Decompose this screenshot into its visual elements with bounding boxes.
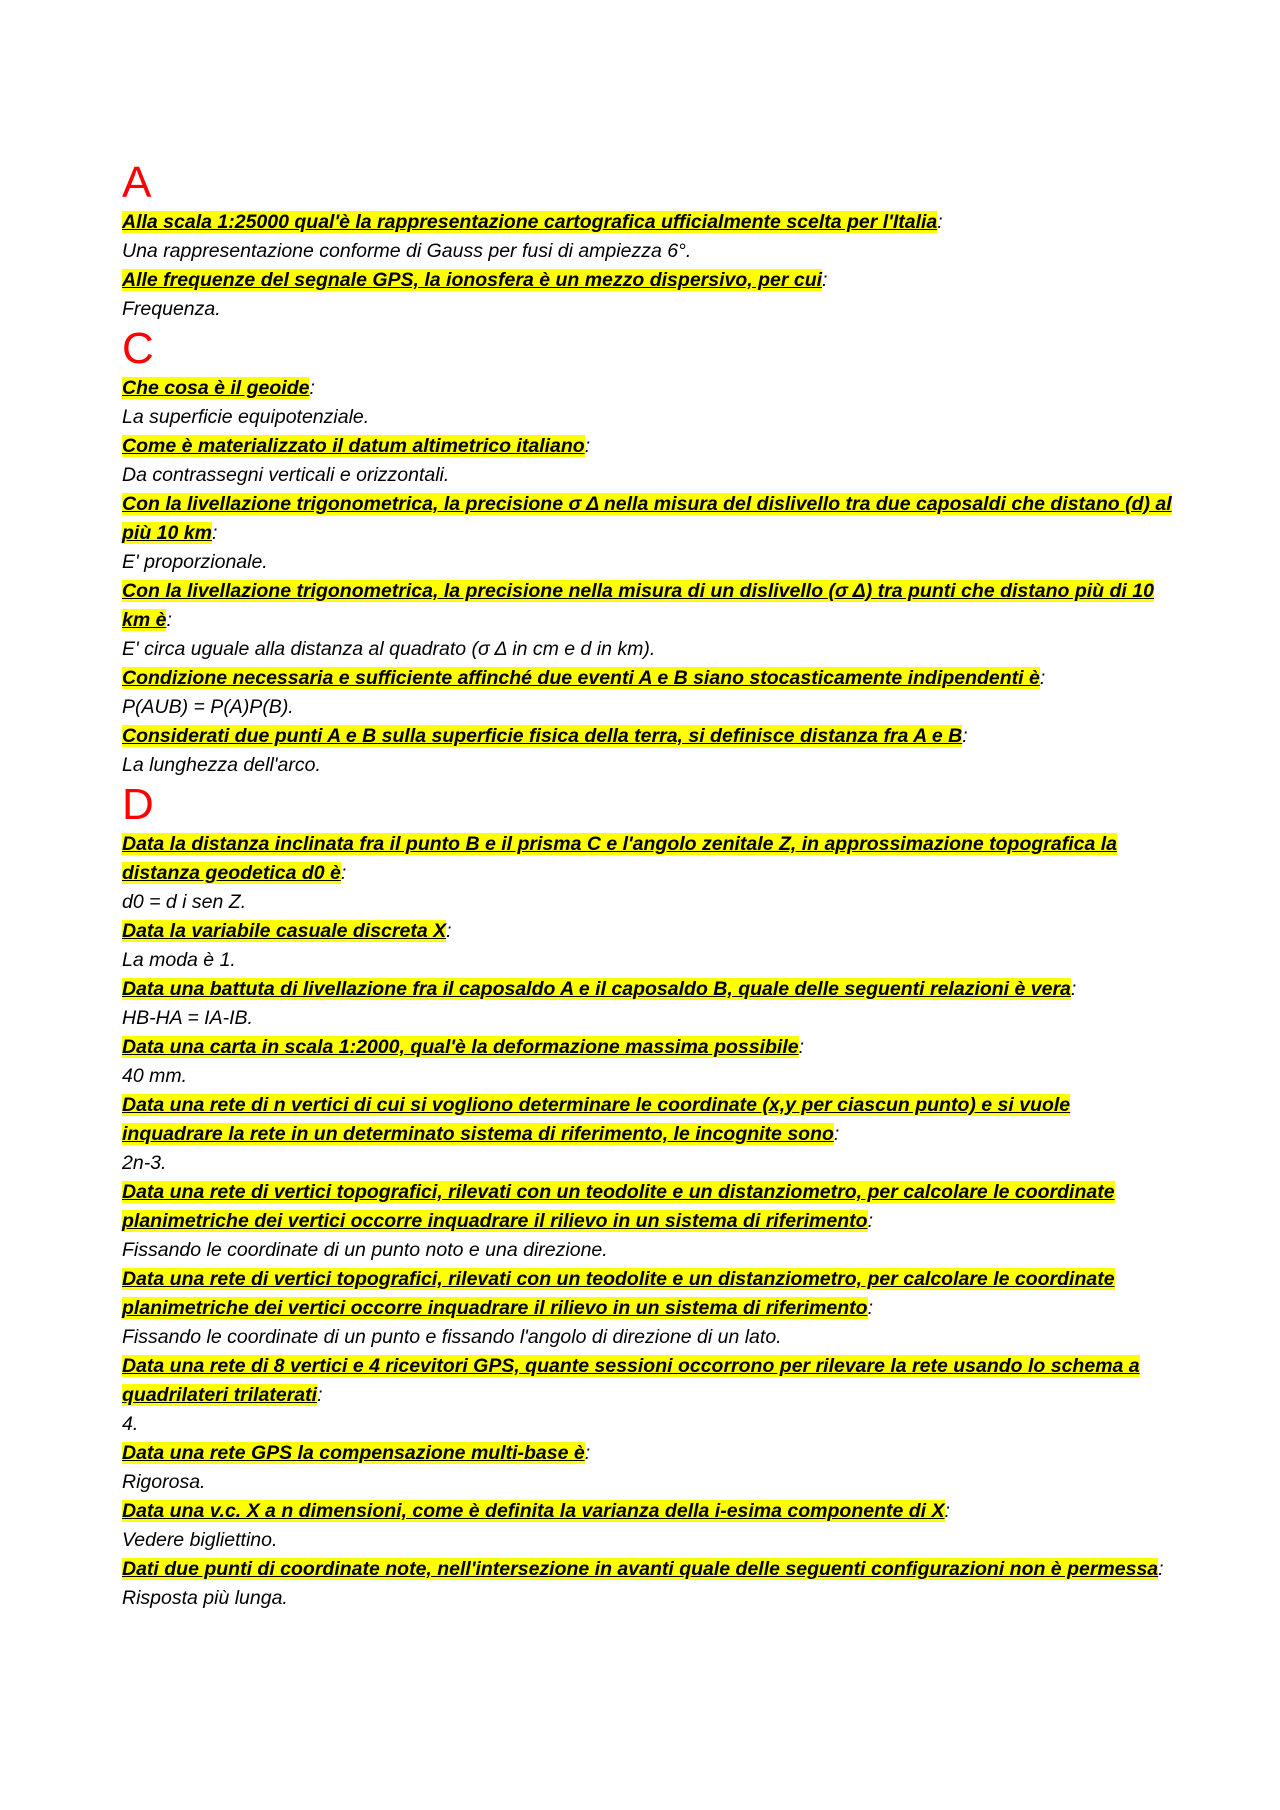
answer-text: Rigorosa. xyxy=(122,1471,206,1493)
qa-item xyxy=(122,208,1172,266)
qa-item xyxy=(122,1352,1172,1439)
answer-text: Risposta più lunga. xyxy=(122,1587,288,1609)
question: Data una rete di vertici topografici, rilevati con un teodolite e un distanziometro, per calcolare le coordinate planimetriche dei vertici occorre inquadrare il rilievo in un sistema di riferimento: xyxy=(122,1268,1115,1319)
question: Con la livellazione trigonometrica, la precisione nella misura di un dislivello (σ Δ) tra punti che distano più di 10 km è: xyxy=(122,580,1154,631)
question: Come è materializzato il datum altimetrico italiano: xyxy=(122,435,591,457)
qa-item xyxy=(122,1091,1172,1178)
question: Alla scala 1:25000 qual'è la rappresentazione cartografica ufficialmente scelta per l'Italia: xyxy=(122,211,943,233)
answer-text: P(AUB) = P(A)P(B). xyxy=(122,696,294,718)
section-letter-a: A xyxy=(122,158,152,207)
question-text: Data una battuta di livellazione fra il caposaldo A e il caposaldo B, quale delle seguenti relazioni è vera xyxy=(122,978,1071,1000)
qa-item xyxy=(122,432,1172,490)
answer-text: E' proporzionale. xyxy=(122,551,268,573)
qa-item xyxy=(122,490,1172,577)
question-text: Data la distanza inclinata fra il punto B e il prisma C e l'angolo zenitale Z, in approssimazione topografica la distanza geodetica d0 è xyxy=(122,833,1118,884)
question-text: Alla scala 1:25000 qual'è la rappresentazione cartografica ufficialmente scelta per l'Italia xyxy=(122,211,938,233)
answer-text: La moda è 1. xyxy=(122,949,236,971)
question-text: Che cosa è il geoide xyxy=(122,377,310,399)
answer-text: Fissando le coordinate di un punto noto e una direzione. xyxy=(122,1239,608,1261)
question-text: Data una rete di n vertici di cui si vogliono determinare le coordinate (x,y per ciascun punto) e si vuole inquadrare la rete in un determinato sistema di riferimento, le incognite sono xyxy=(122,1094,1071,1145)
question-text: Data una v.c. X a n dimensioni, come è definita la varianza della i-esima componente di X xyxy=(122,1500,945,1522)
question-text: Data una rete di 8 vertici e 4 ricevitori GPS, quante sessioni occorrono per rilevare la rete usando lo schema a quadrilateri trilaterati xyxy=(122,1355,1140,1406)
qa-item xyxy=(122,1497,1172,1555)
question-text: Data una rete di vertici topografici, rilevati con un teodolite e un distanziometro, per calcolare le coordinate planimetriche dei vertici occorre inquadrare il rilievo in un sistema di riferimento xyxy=(122,1268,1115,1319)
question-text: Considerati due punti A e B sulla superficie fisica della terra, si definisce distanza fra A e B xyxy=(122,725,963,747)
answer-text: Frequenza. xyxy=(122,298,221,320)
question: Data una rete GPS la compensazione multi-base è: xyxy=(122,1442,591,1464)
qa-item xyxy=(122,1555,1172,1613)
qa-item xyxy=(122,266,1172,324)
answer-text: La superficie equipotenziale. xyxy=(122,406,370,428)
answer-text: Fissando le coordinate di un punto e fissando l'angolo di direzione di un lato. xyxy=(122,1326,782,1348)
document-body xyxy=(122,158,1172,1613)
section-letter-c: C xyxy=(122,324,154,373)
qa-item xyxy=(122,1178,1172,1265)
question-text: Con la livellazione trigonometrica, la precisione nella misura di un dislivello (σ Δ) tra punti che distano più di 10 km è xyxy=(122,580,1154,631)
question: Dati due punti di coordinate note, nell'intersezione in avanti quale delle seguenti configurazioni non è permessa: xyxy=(122,1558,1164,1580)
answer-text: 40 mm. xyxy=(122,1065,188,1087)
question: Data una carta in scala 1:2000, qual'è la deformazione massima possibile: xyxy=(122,1036,805,1058)
question: Con la livellazione trigonometrica, la precisione σ Δ nella misura del dislivello tra due caposaldi che distano (d) al più 10 km: xyxy=(122,493,1172,544)
question-text: Condizione necessaria e sufficiente affinché due eventi A e B siano stocasticamente indipendenti è xyxy=(122,667,1040,689)
question: Data una rete di n vertici di cui si vogliono determinare le coordinate (x,y per ciascun punto) e si vuole inquadrare la rete in un determinato sistema di riferimento, le incognite sono: xyxy=(122,1094,1071,1145)
answer-text: d0 = d i sen Z. xyxy=(122,891,247,913)
question-text: Data una rete di vertici topografici, rilevati con un teodolite e un distanziometro, per calcolare le coordinate planimetriche dei vertici occorre inquadrare il rilievo in un sistema di riferimento xyxy=(122,1181,1115,1232)
answer-text: HB-HA = IA-IB. xyxy=(122,1007,253,1029)
qa-item xyxy=(122,1033,1172,1091)
question: Condizione necessaria e sufficiente affinché due eventi A e B siano stocasticamente indipendenti è: xyxy=(122,667,1046,689)
question: Alle frequenze del segnale GPS, la ionosfera è un mezzo dispersivo, per cui: xyxy=(122,269,828,291)
question: Data una rete di vertici topografici, rilevati con un teodolite e un distanziometro, per calcolare le coordinate planimetriche dei vertici occorre inquadrare il rilievo in un sistema di riferimento: xyxy=(122,1181,1115,1232)
question: Data una battuta di livellazione fra il caposaldo A e il caposaldo B, quale delle seguenti relazioni è vera: xyxy=(122,978,1077,1000)
answer-text: Vedere bigliettino. xyxy=(122,1529,278,1551)
question: Data la distanza inclinata fra il punto B e il prisma C e l'angolo zenitale Z, in approssimazione topografica la distanza geodetica d0 è: xyxy=(122,833,1118,884)
answer-text: Una rappresentazione conforme di Gauss per fusi di ampiezza 6°. xyxy=(122,240,692,262)
qa-item xyxy=(122,830,1172,917)
answer-text: 2n-3. xyxy=(122,1152,167,1174)
question-text: Alle frequenze del segnale GPS, la ionosfera è un mezzo dispersivo, per cui xyxy=(122,269,823,291)
qa-item xyxy=(122,1265,1172,1352)
question-text: Data una rete GPS la compensazione multi-base è xyxy=(122,1442,585,1464)
question: Considerati due punti A e B sulla superficie fisica della terra, si definisce distanza fra A e B: xyxy=(122,725,968,747)
question: Data una v.c. X a n dimensioni, come è definita la varianza della i-esima componente di X: xyxy=(122,1500,950,1522)
qa-item xyxy=(122,664,1172,722)
section-letter-d: D xyxy=(122,780,154,829)
question: Data la variabile casuale discreta X: xyxy=(122,920,452,942)
question-text: Con la livellazione trigonometrica, la precisione σ Δ nella misura del dislivello tra due caposaldi che distano (d) al più 10 km xyxy=(122,493,1172,544)
answer-text: 4. xyxy=(122,1413,139,1435)
qa-item xyxy=(122,722,1172,780)
question-text: Come è materializzato il datum altimetrico italiano xyxy=(122,435,585,457)
qa-item xyxy=(122,1439,1172,1497)
qa-item xyxy=(122,917,1172,975)
qa-item xyxy=(122,577,1172,664)
answer-text: Da contrassegni verticali e orizzontali. xyxy=(122,464,450,486)
answer-text: E' circa uguale alla distanza al quadrato (σ Δ in cm e d in km). xyxy=(122,638,656,660)
question: Data una rete di 8 vertici e 4 ricevitori GPS, quante sessioni occorrono per rilevare la rete usando lo schema a quadrilateri trilaterati: xyxy=(122,1355,1140,1406)
qa-item xyxy=(122,975,1172,1033)
answer-text: La lunghezza dell'arco. xyxy=(122,754,321,776)
question-text: Data la variabile casuale discreta X xyxy=(122,920,447,942)
question-text: Data una carta in scala 1:2000, qual'è la deformazione massima possibile xyxy=(122,1036,799,1058)
question: Che cosa è il geoide: xyxy=(122,377,315,399)
qa-item xyxy=(122,374,1172,432)
question-text: Dati due punti di coordinate note, nell'intersezione in avanti quale delle seguenti configurazioni non è permessa xyxy=(122,1558,1159,1580)
